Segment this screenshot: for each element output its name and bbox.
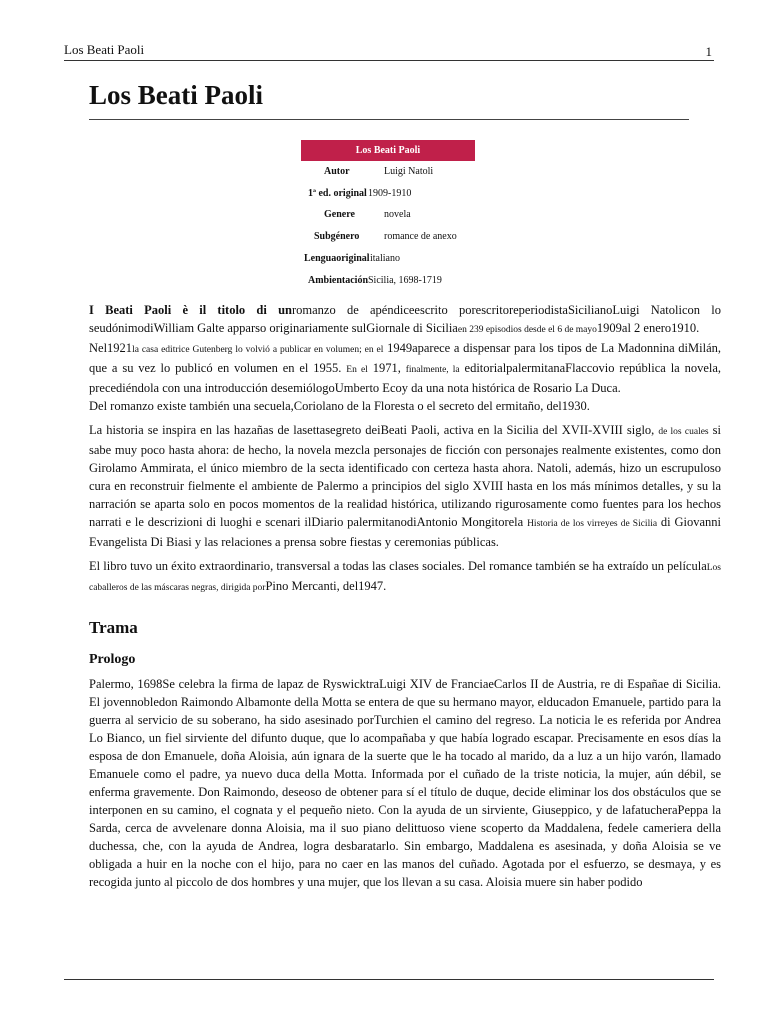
pub-text: 1949aparece a dispensar para los tipos de La Madonnina diMilán, que a su vez lo publicó en volumen en el 1955. bbox=[89, 341, 721, 375]
intro-text: romanzo de apéndiceescrito porescritoreperiodistaSicilianoLuigi Natolicon lo seudónimodiWilliam Galte apparso originariamente sulGiornale di Sicilia bbox=[89, 303, 721, 335]
pub-small: la casa editrice Gutenberg lo volvió a publicar en volumen; en el bbox=[132, 345, 384, 355]
infobox-row-ambientacion bbox=[301, 270, 475, 292]
infobox-row-genere bbox=[301, 204, 475, 226]
pub-text: Nel1921 bbox=[89, 341, 133, 355]
history-text: si sabe muy poco hasta ahora: de hecho, la novela mezcla personajes de ficción con personajes realmente existentes, como don Girolamo Ammirata, el único miembro de la secta identificado con certeza hasta ahora. Natoli, además, hizo un escrupuloso cura en reconstruir fielmente el ambiente de Palermo a principios del siglo XVIII hasta en los más mínimos detalles, y su la narración se aparta solo en pocos momentos de la realidad histórica, utilizando rigurosamente como fuentes para los hechos narrati e le descrizioni di luoghi e scenari ilDiario palermitanodiAntonio Mongitorela bbox=[89, 423, 721, 529]
success-paragraph bbox=[89, 557, 721, 597]
page-number: 1 bbox=[705, 44, 712, 59]
infobox-label: Ambientación bbox=[308, 275, 368, 286]
subsection-heading-prologo: Prologo bbox=[89, 652, 136, 667]
success-text: El libro tuvo un éxito extraordinario, transversal a todas las clases sociales. Del romance también se ha extraído un película bbox=[89, 559, 707, 573]
sequel-paragraph: Del romanzo existe también una secuela,Coriolano de la Floresta o el secreto del ermitaño, del1930. bbox=[89, 399, 590, 413]
intro-text: 1909al 2 enero1910. bbox=[596, 321, 700, 335]
intro-lead: I Beati Paoli è il titolo di un bbox=[89, 303, 292, 317]
history-paragraph bbox=[89, 421, 721, 551]
pub-text: 1971, bbox=[372, 361, 401, 375]
infobox-label: Subgénero bbox=[314, 231, 360, 242]
infobox-value: Luigi Natoli bbox=[384, 166, 434, 177]
infobox-row-lengua bbox=[301, 248, 475, 270]
header-divider bbox=[64, 60, 714, 61]
running-title: Los Beati Paoli bbox=[64, 42, 145, 57]
history-small: Historia de los virreyes de Sicilia bbox=[527, 519, 658, 529]
history-text: di Giovanni Evangelista Di Biasi y las relaciones a prensa sobre fiestas y ceremonias públicas. bbox=[89, 515, 722, 549]
intro-small: en 239 episodios desde el 6 de mayo bbox=[457, 325, 597, 335]
page-header bbox=[64, 38, 714, 60]
infobox-value: 1909-1910 bbox=[368, 188, 412, 199]
infobox-value: Sicilia, 1698-1719 bbox=[368, 275, 442, 286]
section-heading-trama: Trama bbox=[89, 618, 138, 637]
infobox-value: italiano bbox=[370, 253, 400, 264]
infobox-value: romance de anexo bbox=[384, 231, 457, 242]
infobox-label: 1ª ed. original bbox=[308, 188, 367, 199]
infobox-row-edicion bbox=[301, 183, 475, 204]
infobox-row-autor bbox=[301, 161, 475, 183]
article-body bbox=[89, 301, 721, 897]
title-divider bbox=[89, 119, 689, 120]
infobox-value: novela bbox=[384, 209, 411, 220]
pub-small: En el bbox=[346, 365, 368, 375]
footer-divider bbox=[64, 979, 714, 980]
infobox-title: Los Beati Paoli bbox=[301, 140, 475, 161]
history-small: de los cuales bbox=[658, 427, 709, 437]
infobox bbox=[301, 140, 475, 292]
success-text: Pino Mercanti, del1947. bbox=[265, 579, 387, 593]
article-title: Los Beati Paoli bbox=[89, 80, 263, 110]
history-text: La historia se inspira en las hazañas de lasettasegreto deiBeati Paoli, activa en la Sicilia del XVII-XVIII siglo, bbox=[89, 423, 655, 437]
intro-paragraph bbox=[89, 301, 721, 339]
prologo-paragraph: Palermo, 1698Se celebra la firma de lapaz de RyswicktraLuigi XIV de FranciaeCarlos II de Austria, re di Españae di Sicilia. El jovennobledon Raimondo Albamonte della Motta se entera de que su hermano mayor, elducadon Emanuele, partido para la guerra al servicio de su soberano, ha sido asesinado porTurchien el camino del regreso. La noticia le es referida por Andrea Lo Bianco, un fiel sirviente del difunto duque, que lo acompañaba y que había logrado escapar. Precisamente en esos días la esposa de don Emanuele, doña Aloisia, aún ignara de la suerte que le ha tocado al marido, da a luz a un hijo varón, llamado Emanuele como el padre, ya nuevo duca della Motta. Informada por el cuñado de la triste noticia, la mujer, aún débil, se enferma gravemente. Don Raimondo, deseoso de obtener para sí el título de duque, decide eliminar los dos obstáculos que se interponen en su camino, el cognata y el pequeño nieto. Con la ayuda de un sirviente, Giuseppico, y de lafatucheraPeppa la Sarda, cerca de avvelenare donna Aloisia, ma il suo piano delittuoso viene scoperto da Maddalena, fedele cameriera della duchessa, che, con la ayuda de Andrea, logra desbaratarlo. Sin embargo, Maddalena es asesinada, y doña Aloisia se ve obligada a huir en la noche con el hijo, para no caer en las manos del cuñado. Agotada por el esfuerzo, se desmaya, y es recogida junto al piccolo de dos hombres y una mujer, que los llevan a su casa. Aloisia muere sin haber podido bbox=[89, 677, 721, 889]
infobox-label: Lenguaoriginal bbox=[304, 253, 370, 264]
pub-small: finalmente, la bbox=[405, 365, 460, 375]
infobox-label: Autor bbox=[324, 166, 350, 177]
infobox-row-subgenero bbox=[301, 226, 475, 248]
success-small: Los caballeros de las máscaras negras, dirigida por bbox=[89, 563, 721, 593]
pub-text: editorialpalermitanaFlaccovio república la novela, precediéndola con una introducción desemiólogoUmberto Ecoy da una nota histórica de Rosario La Duca. bbox=[89, 361, 722, 395]
publication-paragraph bbox=[89, 339, 721, 397]
infobox-label: Genere bbox=[324, 209, 355, 220]
